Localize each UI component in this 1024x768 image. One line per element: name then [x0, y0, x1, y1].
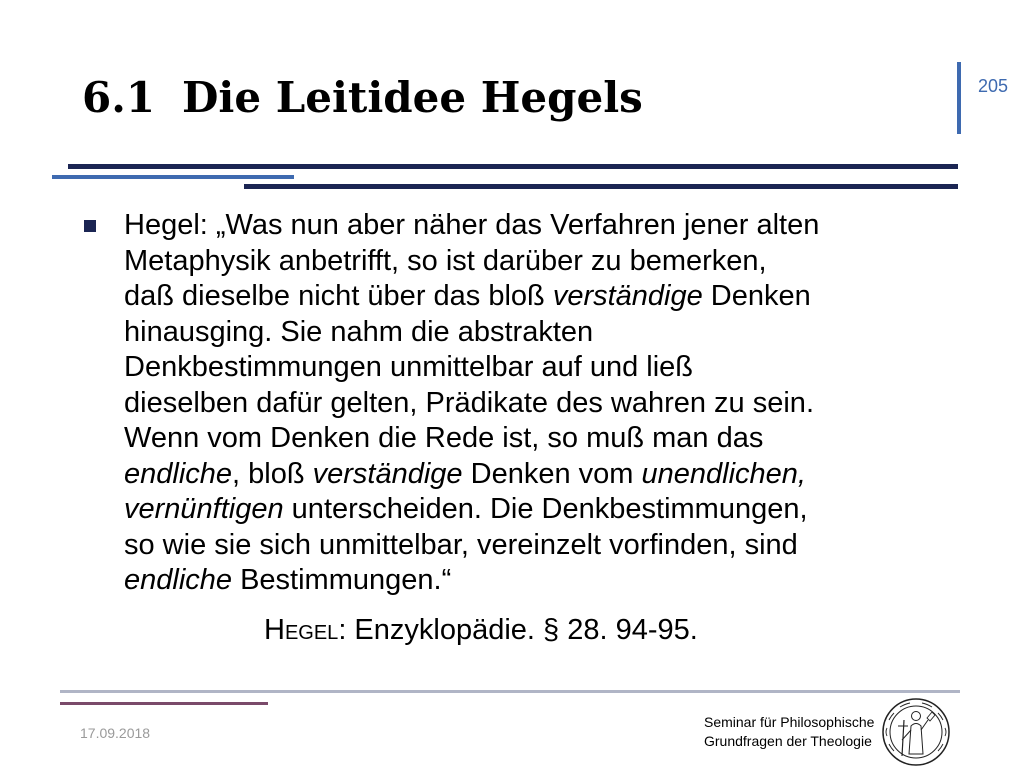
quote-run: Denkbestimmungen unmittelbar auf und ließ — [124, 351, 694, 383]
quote-line — [124, 421, 954, 457]
quote-run: unterscheiden. Die Denkbestimmungen, — [283, 493, 808, 525]
quote-emphasis: unendlichen, — [641, 457, 806, 490]
quote-line — [124, 386, 954, 422]
citation-source: : Enzyklopädie. § 28. 94-95. — [338, 614, 698, 646]
quote-line — [124, 563, 954, 599]
citation — [264, 610, 698, 650]
seminar-name — [704, 713, 874, 751]
title-text: Die Leitidee Hegels — [182, 73, 643, 122]
quote-line — [124, 350, 954, 386]
quote-line — [124, 528, 954, 564]
quote-run: hinausging. Sie nahm die abstrakten — [124, 315, 594, 348]
quote-run: Metaphysik anbetrifft, so ist darüber zu bemerken, — [124, 244, 767, 277]
quote-emphasis: vernünftigen — [124, 493, 284, 525]
quote-run: Hegel: „Was nun aber näher das Verfahren jener alten — [124, 209, 820, 241]
quote-line — [124, 208, 954, 244]
page-number: 205 — [978, 76, 1009, 96]
quote-run: Denken — [702, 280, 811, 312]
seminar-line-1: Seminar für Philosophische — [704, 714, 875, 730]
quote-emphasis: endliche — [124, 457, 233, 490]
university-seal-icon — [880, 696, 952, 768]
citation-author: Hegel — [264, 614, 339, 646]
header-rule-top — [68, 164, 958, 169]
quote-line — [124, 457, 954, 493]
quote-emphasis: verständige — [312, 457, 463, 490]
quote-line — [124, 279, 954, 315]
quote-emphasis: verständige — [552, 280, 703, 312]
footer-rule — [60, 690, 960, 693]
quote-text — [124, 208, 954, 599]
quote-line — [124, 315, 954, 351]
quote-emphasis: endliche — [124, 564, 233, 596]
quote-run: Bestimmungen.“ — [232, 564, 452, 596]
quote-run: Wenn vom Denken die Rede ist, so muß man das — [124, 422, 764, 454]
quote-run: , bloß — [232, 457, 313, 490]
footer-rule-accent — [60, 702, 268, 705]
seminar-line-2: Grundfragen der Theologie — [704, 733, 872, 749]
section-number: 6.1 — [82, 73, 156, 122]
quote-run: dieselben dafür gelten, Prädikate des wahren zu sein. — [124, 386, 814, 419]
vertical-accent-bar — [957, 62, 961, 134]
quote-line — [124, 492, 954, 528]
header-rule-bottom — [244, 184, 958, 189]
footer-date: 17.09.2018 — [80, 725, 151, 741]
quote-line — [124, 244, 954, 280]
quote-run: so wie sie sich unmittelbar, vereinzelt vorfinden, sind — [124, 528, 798, 561]
slide-title — [82, 68, 643, 128]
quote-run: Denken vom — [462, 457, 642, 490]
bullet-square-icon — [84, 220, 96, 232]
header-rule-accent — [52, 175, 294, 179]
quote-run: daß dieselbe nicht über das bloß — [124, 280, 553, 312]
